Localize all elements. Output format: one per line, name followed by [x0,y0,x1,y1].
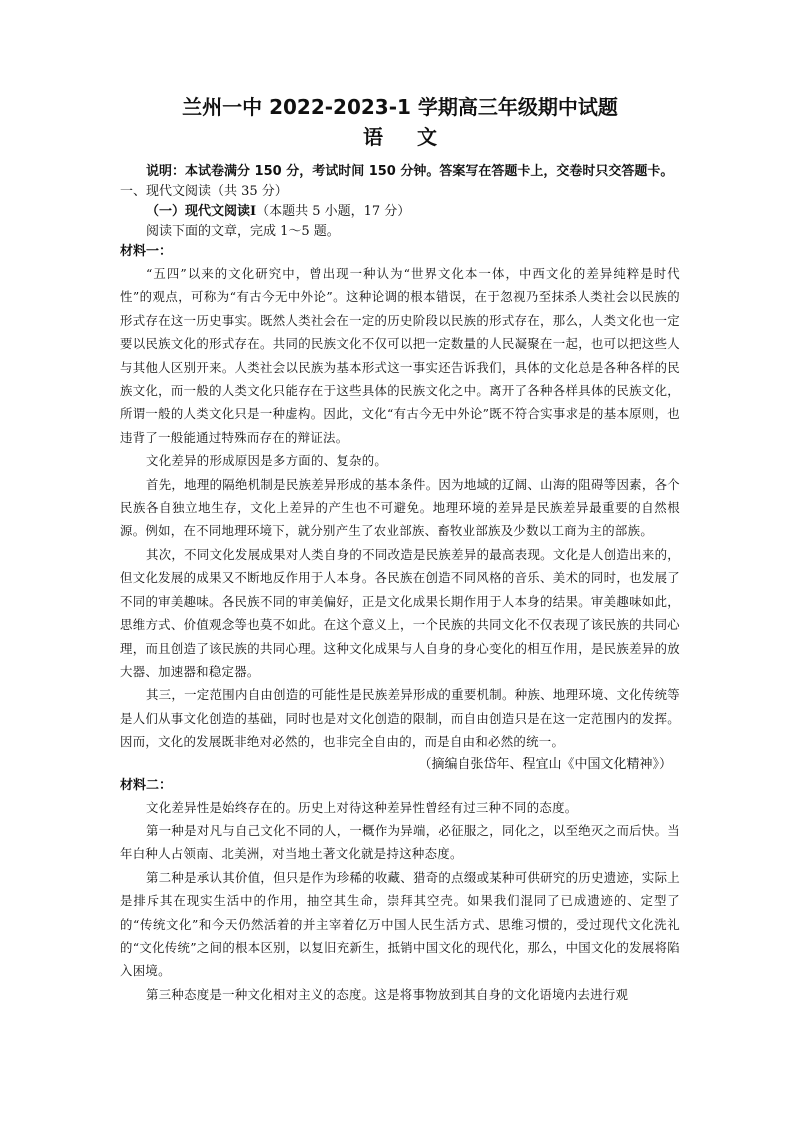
paragraph: 文化差异性是始终存在的。历史上对待这种差异性曾经有过三种不同的态度。 [146,799,578,815]
exam-page [120,92,680,1006]
paragraph: 其三，一定范围内自由创造的可能性是民族差异形成的重要机制。种族、地理环境、文化传统等是人们从事文化创造的基础，同时也是对文化创造的限制，而自由创造只是在这一定范围内的发挥。因而，文化的发展既非绝对必然的，也非完全自由的，而是自由和必然的统一。 [120,687,680,750]
exam-instructions: 说明：本试卷满分 150 分，考试时间 150 分钟。答案写在答题卡上，交卷时只交答题卡。 [146,164,674,179]
paragraph: 首先，地理的隔绝机制是民族差异形成的基本条件。因为地域的辽阔、山海的阻碍等因素，各个民族各自独立地生存，文化上差异的产生也不可避免。地理环境的差异是民族差异最重要的自然根源。例如，在不同地理环境下，就分别产生了农业部族、畜牧业部族及少数以工商为主的部族。 [120,476,680,539]
subsection-points: （本题共 5 小题，17 分） [256,204,411,219]
paragraph: 第二种是承认其价值，但只是作为珍稀的收藏、猎奇的点缀或某种可供研究的历史遗迹，实际上是排斥其在现实生活中的作用，抽空其生命，崇拜其空壳。如果我们混同了已成遗迹的、定型了的“传统文化”和今天仍然活着的并主宰着亿万中国人民生活方式、思维习惯的，受过现代文化洗礼的“文化传统”之间的根本区别，以复旧充新生，抵销中国文化的现代化，那么，中国文化的发展将陷入困境。 [120,869,680,979]
subsection-title: （一）现代文阅读Ⅰ [146,204,257,219]
paragraph: 其次，不同文化发展成果对人类自身的不同改造是民族差异的最高表现。文化是人创造出来的，但文化发展的成果又不断地反作用于人本身。各民族在创造不同风格的音乐、美术的同时，也发展了不同的审美趣味。各民族不同的审美偏好，正是文化成果长期作用于人本身的结果。审美趣味如此，思维方式、价值观念等也莫不如此。在这个意义上，一个民族的共同文化不仅表现了该民族的共同心理，而且创造了该民族的共同心理。这种文化成果与人自身的身心变化的相互作用，是民族差异的放大器、加速器和稳定器。 [120,546,680,679]
section-heading: 一、现代文阅读（共 35 分） [120,184,288,199]
paragraph: 文化差异的形成原因是多方面的、复杂的。 [146,453,388,469]
subsection-heading [120,202,680,222]
paragraph: “五四”以来的文化研究中，曾出现一种认为“世界文化本一体，中西文化的差异纯粹是时代性”的观点，可称为“有古今无中外论”。这种论调的根本错误，在于忽视乃至抹杀人类社会以民族的形式存在这一历史事实。既然人类社会在一定的历史阶段以民族的形式存在，那么，人类文化也一定要以民族文化的形式存在。共同的民族文化不仅可以把一定数量的人民凝聚在一起，也可以把这些人与其他人区别开来。人类社会以民族为基本形式这一事实还告诉我们，具体的文化总是各种各样的民族文化，而一般的人类文化只能存在于这些具体的民族文化之中。离开了各种各样具体的民族文化，所谓一般的人类文化只是一种虚构。因此，文化“有古今无中外论”既不符合实事求是的基本原则，也违背了一般能通过特殊而存在的辩证法。 [120,266,680,445]
material-1-label: 材料一： [120,244,173,259]
paragraph: 第三种态度是一种文化相对主义的态度。这是将事物放到其自身的文化语境内去进行观 [146,986,629,1002]
paragraph: 第一种是对凡与自己文化不同的人，一概作为异端，必征服之，同化之，以至绝灭之而后快。当年白种人占领南、北美洲，对当地土著文化就是持这种态度。 [120,822,680,862]
material-2-label: 材料二： [120,777,173,793]
exam-title: 兰州一中 2022-2023-1 学期高三年级期中试题 [182,95,618,119]
subject-title: 语文 [363,125,471,149]
source-citation: （摘编自张岱年、程宜山《中国文化精神》） [418,756,672,772]
reading-instruction: 阅读下面的文章，完成 1～5 题。 [146,224,340,239]
